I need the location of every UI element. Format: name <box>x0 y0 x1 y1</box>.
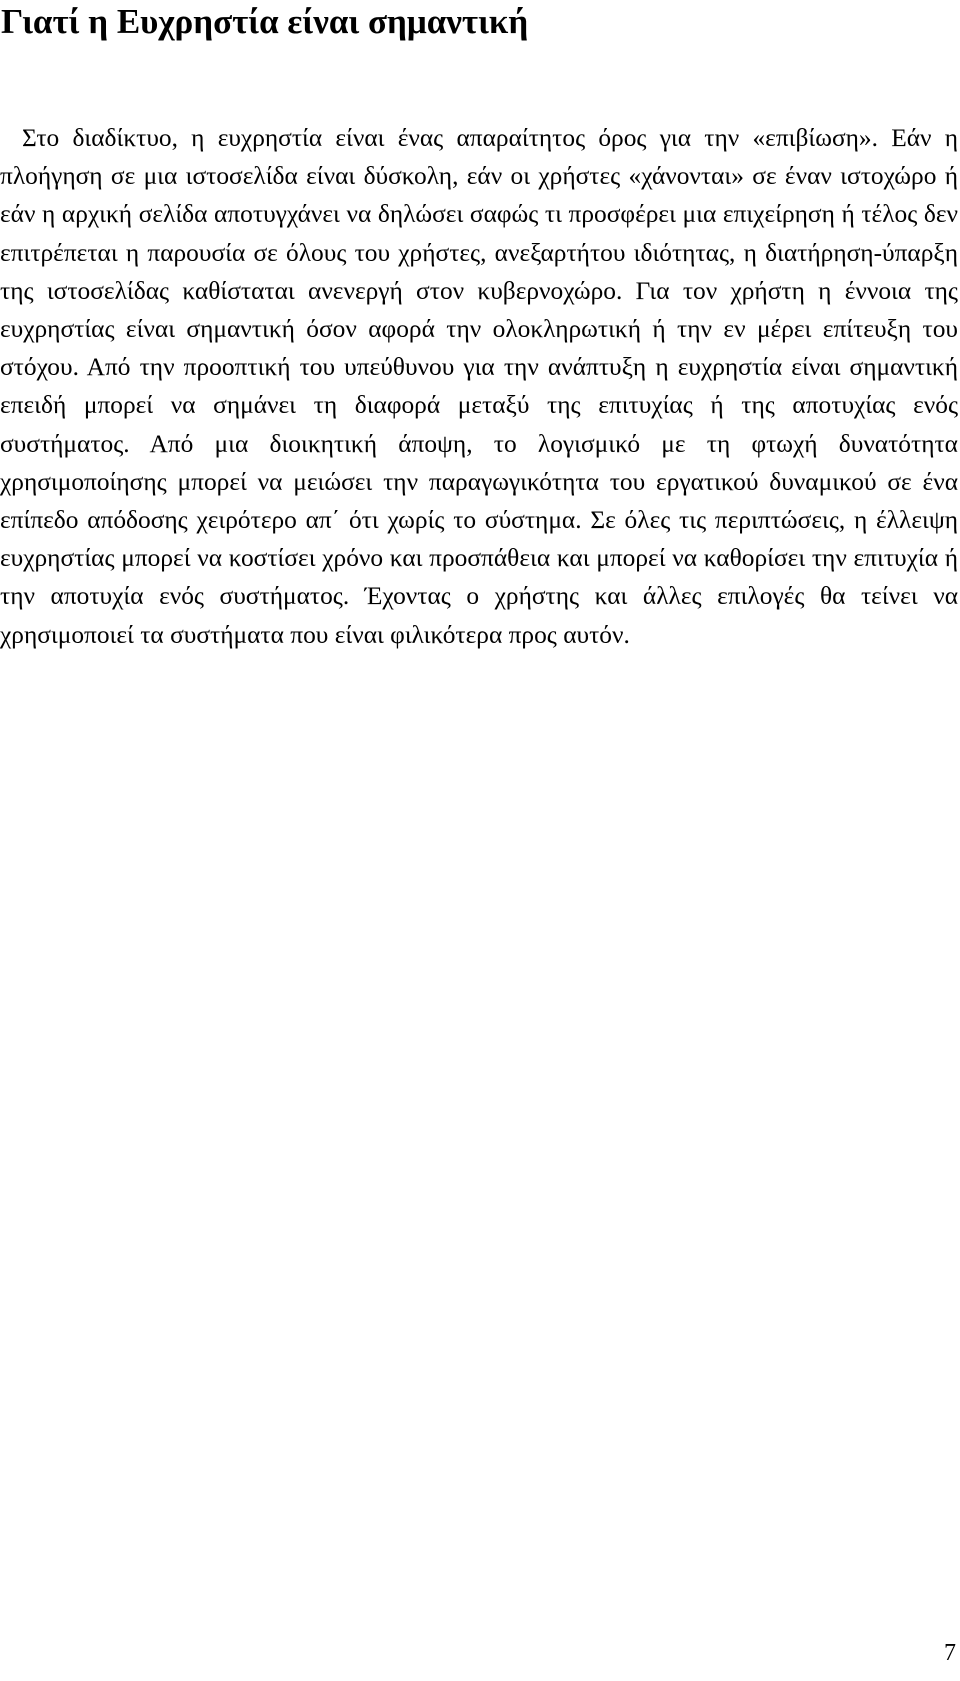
body-paragraph: Στο διαδίκτυο, η ευχρηστία είναι ένας απαραίτητος όρος για την «επιβίωση». Εάν η πλοήγηση σε μια ιστοσελίδα είναι δύσκολη, εάν οι χρήστες «χάνονται» σε έναν ιστοχώρο ή εάν η αρχική σελίδα αποτυγχάνει να δηλώσει σαφώς τι προσφέρει μια επιχείρηση ή τέλος δεν επιτρέπεται η παρουσία σε όλους του χρήστες, ανεξαρτήτου ιδιότητας, η διατήρηση-ύπαρξη της ιστοσελίδας καθίσταται ανενεργή στον κυβερνοχώρο. Για τον χρήστη η έννοια της ευχρηστίας είναι σημαντική όσον αφορά την ολοκληρωτική ή την εν μέρει επίτευξη του στόχου. Από την προοπτική του υπεύθυνου για την ανάπτυξη η ευχρηστία είναι σημαντική επειδή μπορεί να σημάνει τη διαφορά μεταξύ της επιτυχίας ή της αποτυχίας ενός συστήματος. Από μια διοικητική άποψη, το λογισμικό με τη φτωχή δυνατότητα χρησιμοποίησης μπορεί να μειώσει την παραγωγικότητα του εργατικού δυναμικού σε ένα επίπεδο απόδοσης χειρότερο απ΄ ότι χωρίς το σύστημα. Σε όλες τις περιπτώσεις, η έλλειψη ευχρηστίας μπορεί να κοστίσει χρόνο και προσπάθεια και μπορεί να καθορίσει την επιτυχία ή την αποτυχία ενός συστήματος. Έχοντας ο χρήστης και άλλες επιλογές θα τείνει να χρησιμοποιεί τα συστήματα που είναι φιλικότερα προς αυτόν. <box>0 124 958 649</box>
page-title: Γιατί η Ευχρηστία είναι σημαντική <box>1 2 529 41</box>
page-number: 7 <box>944 1640 956 1666</box>
